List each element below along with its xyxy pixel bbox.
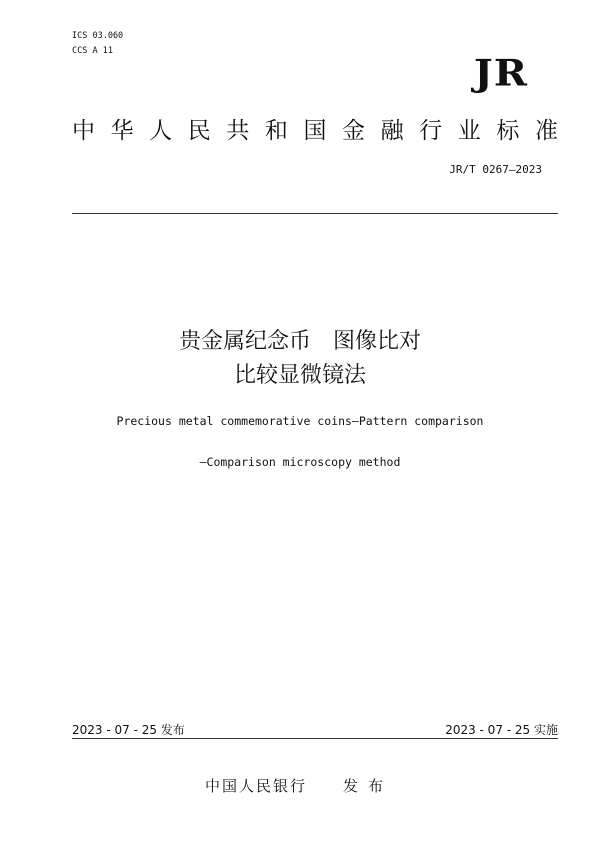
jr-logo: JR [473, 52, 528, 95]
ics-code: ICS 03.060 [72, 31, 124, 41]
title-char: 业 [457, 118, 481, 144]
title-char: 金 [342, 118, 366, 144]
title-char: 人 [149, 118, 173, 144]
issuer-name: 中国人民银行 [205, 777, 308, 795]
title-char: 融 [380, 118, 404, 144]
bottom-divider [72, 738, 558, 739]
standard-number: JR/T 0267—2023 [449, 163, 542, 176]
issued-label: 发布 [343, 777, 394, 795]
standard-category-title [72, 116, 558, 146]
document-title-en-line1: Precious metal commemorative coins—Pattern comparison [116, 414, 484, 428]
title-char: 共 [226, 118, 250, 144]
title-char: 中 [72, 118, 95, 144]
top-divider [72, 213, 558, 214]
document-title-zh-line2: 比较显微镜法 [233, 363, 366, 388]
document-title-zh-line1: 贵金属纪念币 图像比对 [178, 329, 421, 354]
ccs-code: CCS A 11 [72, 46, 113, 56]
issuer-line [205, 776, 393, 796]
title-char: 华 [110, 118, 134, 144]
title-char: 国 [303, 118, 327, 144]
title-char: 行 [419, 118, 443, 144]
title-char: 和 [264, 118, 288, 144]
title-char: 准 [534, 118, 558, 144]
document-title-en-line2: —Comparison microscopy method [199, 455, 401, 469]
title-char: 民 [187, 118, 211, 144]
issue-date: 2023 - 07 - 25 发布 [72, 723, 185, 737]
title-char: 标 [496, 118, 520, 144]
implementation-date: 2023 - 07 - 25 实施 [445, 723, 558, 737]
